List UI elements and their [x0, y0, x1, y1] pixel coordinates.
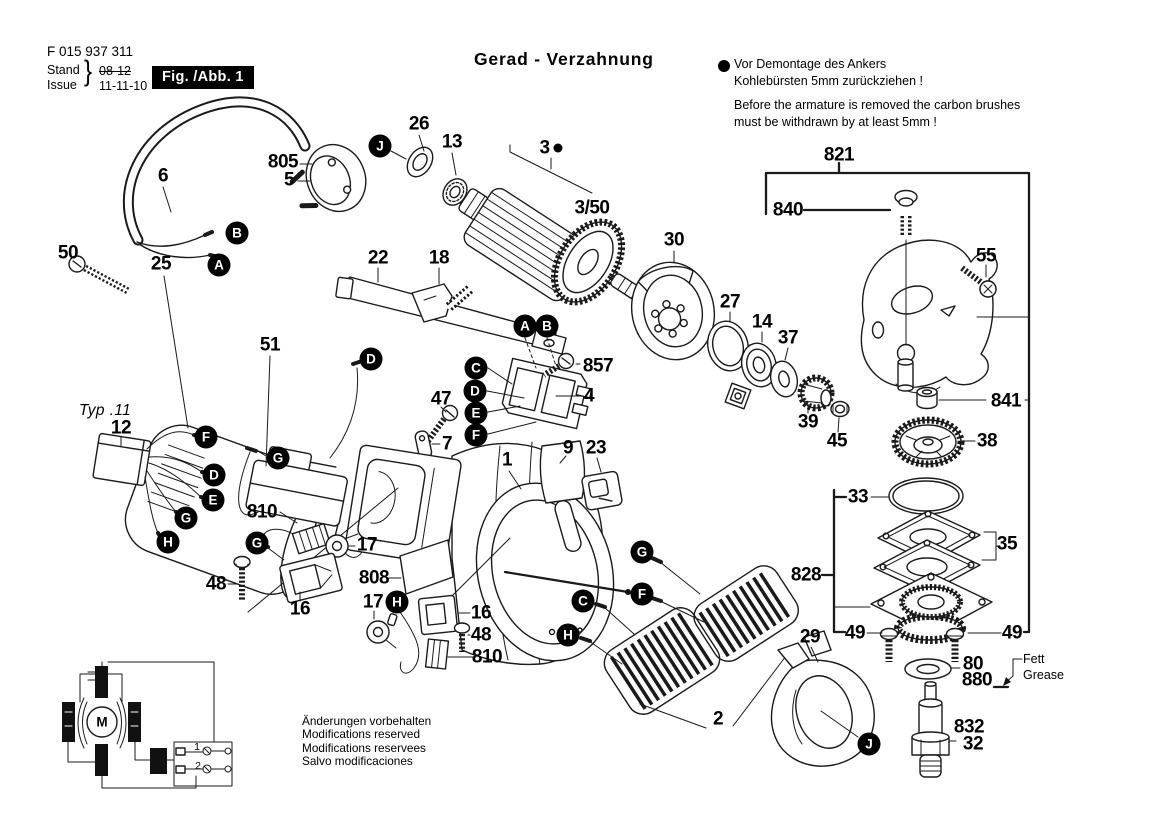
part-ref-27: 27	[719, 291, 741, 313]
revision-brace: }	[84, 55, 93, 88]
footer-notes	[302, 715, 431, 769]
schematic-contact-1: 1	[194, 741, 200, 753]
part-ref-6: 6	[157, 165, 169, 187]
ref-letter-F: F	[195, 426, 218, 449]
part-ref-841: 841	[990, 390, 1022, 412]
part-ref-37: 37	[777, 327, 799, 349]
ref-letter-H: H	[557, 624, 580, 647]
grease-label-en: Grease	[1023, 667, 1064, 682]
part-ref-32: 32	[962, 733, 984, 755]
part-ref-38: 38	[976, 430, 998, 452]
part-ref-2: 2	[712, 708, 724, 730]
ref-letter-F: F	[465, 424, 488, 447]
document-number: F 015 937 311	[47, 44, 134, 59]
part-ref-14: 14	[751, 311, 773, 333]
ref-letter-C: C	[465, 357, 488, 380]
part-ref-1: 1	[501, 449, 513, 471]
ref-letter-G: G	[246, 532, 269, 555]
part-ref-808: 808	[358, 567, 390, 589]
ref-letter-H: H	[157, 531, 180, 554]
issue-date: 11-11-10	[99, 78, 148, 93]
part-ref-840: 840	[772, 199, 804, 221]
part-ref-832: 832	[953, 716, 985, 738]
notice-german	[734, 56, 923, 90]
switch-module	[239, 356, 362, 527]
notice-en-line1: Before the armature is removed the carbon brushes	[734, 98, 1021, 112]
part-ref-47: 47	[430, 388, 452, 410]
ref-letter-B: B	[536, 315, 559, 338]
mains-plug	[284, 136, 375, 226]
label-sticker-9	[540, 437, 584, 503]
ref-letter-G: G	[267, 447, 290, 470]
footer-note: Salvo modificaciones	[302, 754, 413, 769]
page-title: Gerad - Verzahnung	[474, 49, 654, 69]
notice-de-line1: Vor Demontage des Ankers	[734, 57, 887, 71]
part-ref-16: 16	[289, 598, 311, 620]
part-ref-50: 50	[57, 242, 79, 264]
part-ref-828: 828	[790, 564, 822, 586]
part-ref-9: 9	[562, 437, 574, 459]
ref-letter-E: E	[465, 402, 488, 425]
part-ref-18: 18	[428, 247, 450, 269]
grease-label-de: Fett	[1023, 652, 1045, 666]
terminal-block	[487, 338, 595, 434]
ref-letter-B: B	[226, 222, 249, 245]
ref-letter-F: F	[631, 583, 654, 606]
screw-47	[428, 406, 458, 442]
part-ref-7: 7	[441, 433, 453, 455]
grease-note	[1023, 652, 1064, 683]
ref-letter-A: A	[208, 254, 231, 277]
footer-note: Modifications reservees	[302, 740, 426, 755]
part-ref-51: 51	[259, 334, 281, 356]
part-ref-16: 16	[470, 602, 492, 624]
clamshell-baffle	[772, 631, 875, 766]
part-ref-39: 39	[797, 411, 819, 433]
part-ref-80: 80	[962, 653, 984, 675]
grease-pointer	[994, 659, 1022, 687]
part-ref-49: 49	[844, 622, 866, 644]
part-ref-810: 810	[471, 646, 503, 668]
part-ref-3: 3	[539, 139, 562, 158]
part-ref-810: 810	[246, 501, 278, 523]
ref-letter-G: G	[631, 541, 654, 564]
ref-letter-H: H	[386, 591, 409, 614]
power-cable	[128, 102, 305, 258]
part-ref-17: 17	[362, 591, 384, 613]
part-ref-49: 49	[1001, 622, 1023, 644]
part-ref-880: 880	[961, 669, 993, 691]
ref-letter-D: D	[464, 380, 487, 403]
part-ref-48: 48	[205, 573, 227, 595]
revision-block	[47, 63, 80, 92]
superseded-date: 08-12	[99, 64, 131, 78]
footer-note: Änderungen vorbehalten	[302, 714, 432, 728]
ref-letter-E: E	[202, 489, 225, 512]
schematic-motor-label: M	[96, 714, 108, 730]
ref-letter-D: D	[360, 348, 383, 371]
issue-label: Issue	[47, 77, 77, 92]
gear-train-small-parts	[703, 312, 849, 432]
part-ref-25: 25	[150, 253, 172, 275]
figure-badge: Fig. /Abb. 1	[152, 66, 254, 89]
part-ref-26: 26	[408, 113, 430, 135]
part-ref-33: 33	[847, 486, 869, 508]
revision-dates	[99, 64, 147, 93]
notice-en-line2: must be withdrawn by at least 5mm !	[734, 115, 937, 129]
wiring-schematic	[62, 662, 232, 788]
part-ref-4: 4	[583, 385, 595, 407]
part-ref-3/50: 3/50	[574, 197, 610, 219]
schematic-contact-2: 2	[195, 760, 201, 772]
footer-note: Modifications reserved	[302, 727, 421, 742]
part-ref-45: 45	[826, 430, 848, 452]
part-ref-12: 12	[110, 417, 132, 439]
screw-50	[69, 256, 128, 291]
ref-letter-J: J	[858, 733, 881, 756]
ref-letter-D: D	[203, 464, 226, 487]
stand-label: Stand	[47, 63, 80, 77]
ref-letter-J: J	[369, 135, 392, 158]
part-ref-48: 48	[470, 624, 492, 646]
notice-english	[734, 97, 1020, 131]
part-ref-857: 857	[582, 355, 614, 377]
part-ref-805: 805	[267, 151, 299, 173]
part-ref-29: 29	[799, 626, 821, 648]
field-coils	[581, 558, 804, 728]
ref-letter-A: A	[514, 315, 537, 338]
ref-letter-G: G	[175, 507, 198, 530]
type-label: Typ .11	[79, 402, 132, 419]
part-ref-30: 30	[663, 229, 685, 251]
part-ref-17: 17	[356, 534, 378, 556]
notice-bullet-icon	[718, 60, 730, 72]
part-ref-13: 13	[441, 131, 463, 153]
part-ref-35: 35	[996, 533, 1018, 555]
bevel-gear	[895, 420, 975, 464]
gear-housing	[861, 191, 1029, 412]
ref-letter-C: C	[572, 590, 595, 613]
part-ref-22: 22	[367, 247, 389, 269]
part-ref-5: 5	[283, 169, 295, 191]
notice-de-line2: Kohlebürsten 5mm zurückziehen !	[734, 74, 923, 88]
slide-switch-23	[581, 458, 622, 511]
part-ref-23: 23	[585, 437, 607, 459]
part-ref-821: 821	[823, 144, 855, 166]
part-ref-55: 55	[975, 245, 997, 267]
